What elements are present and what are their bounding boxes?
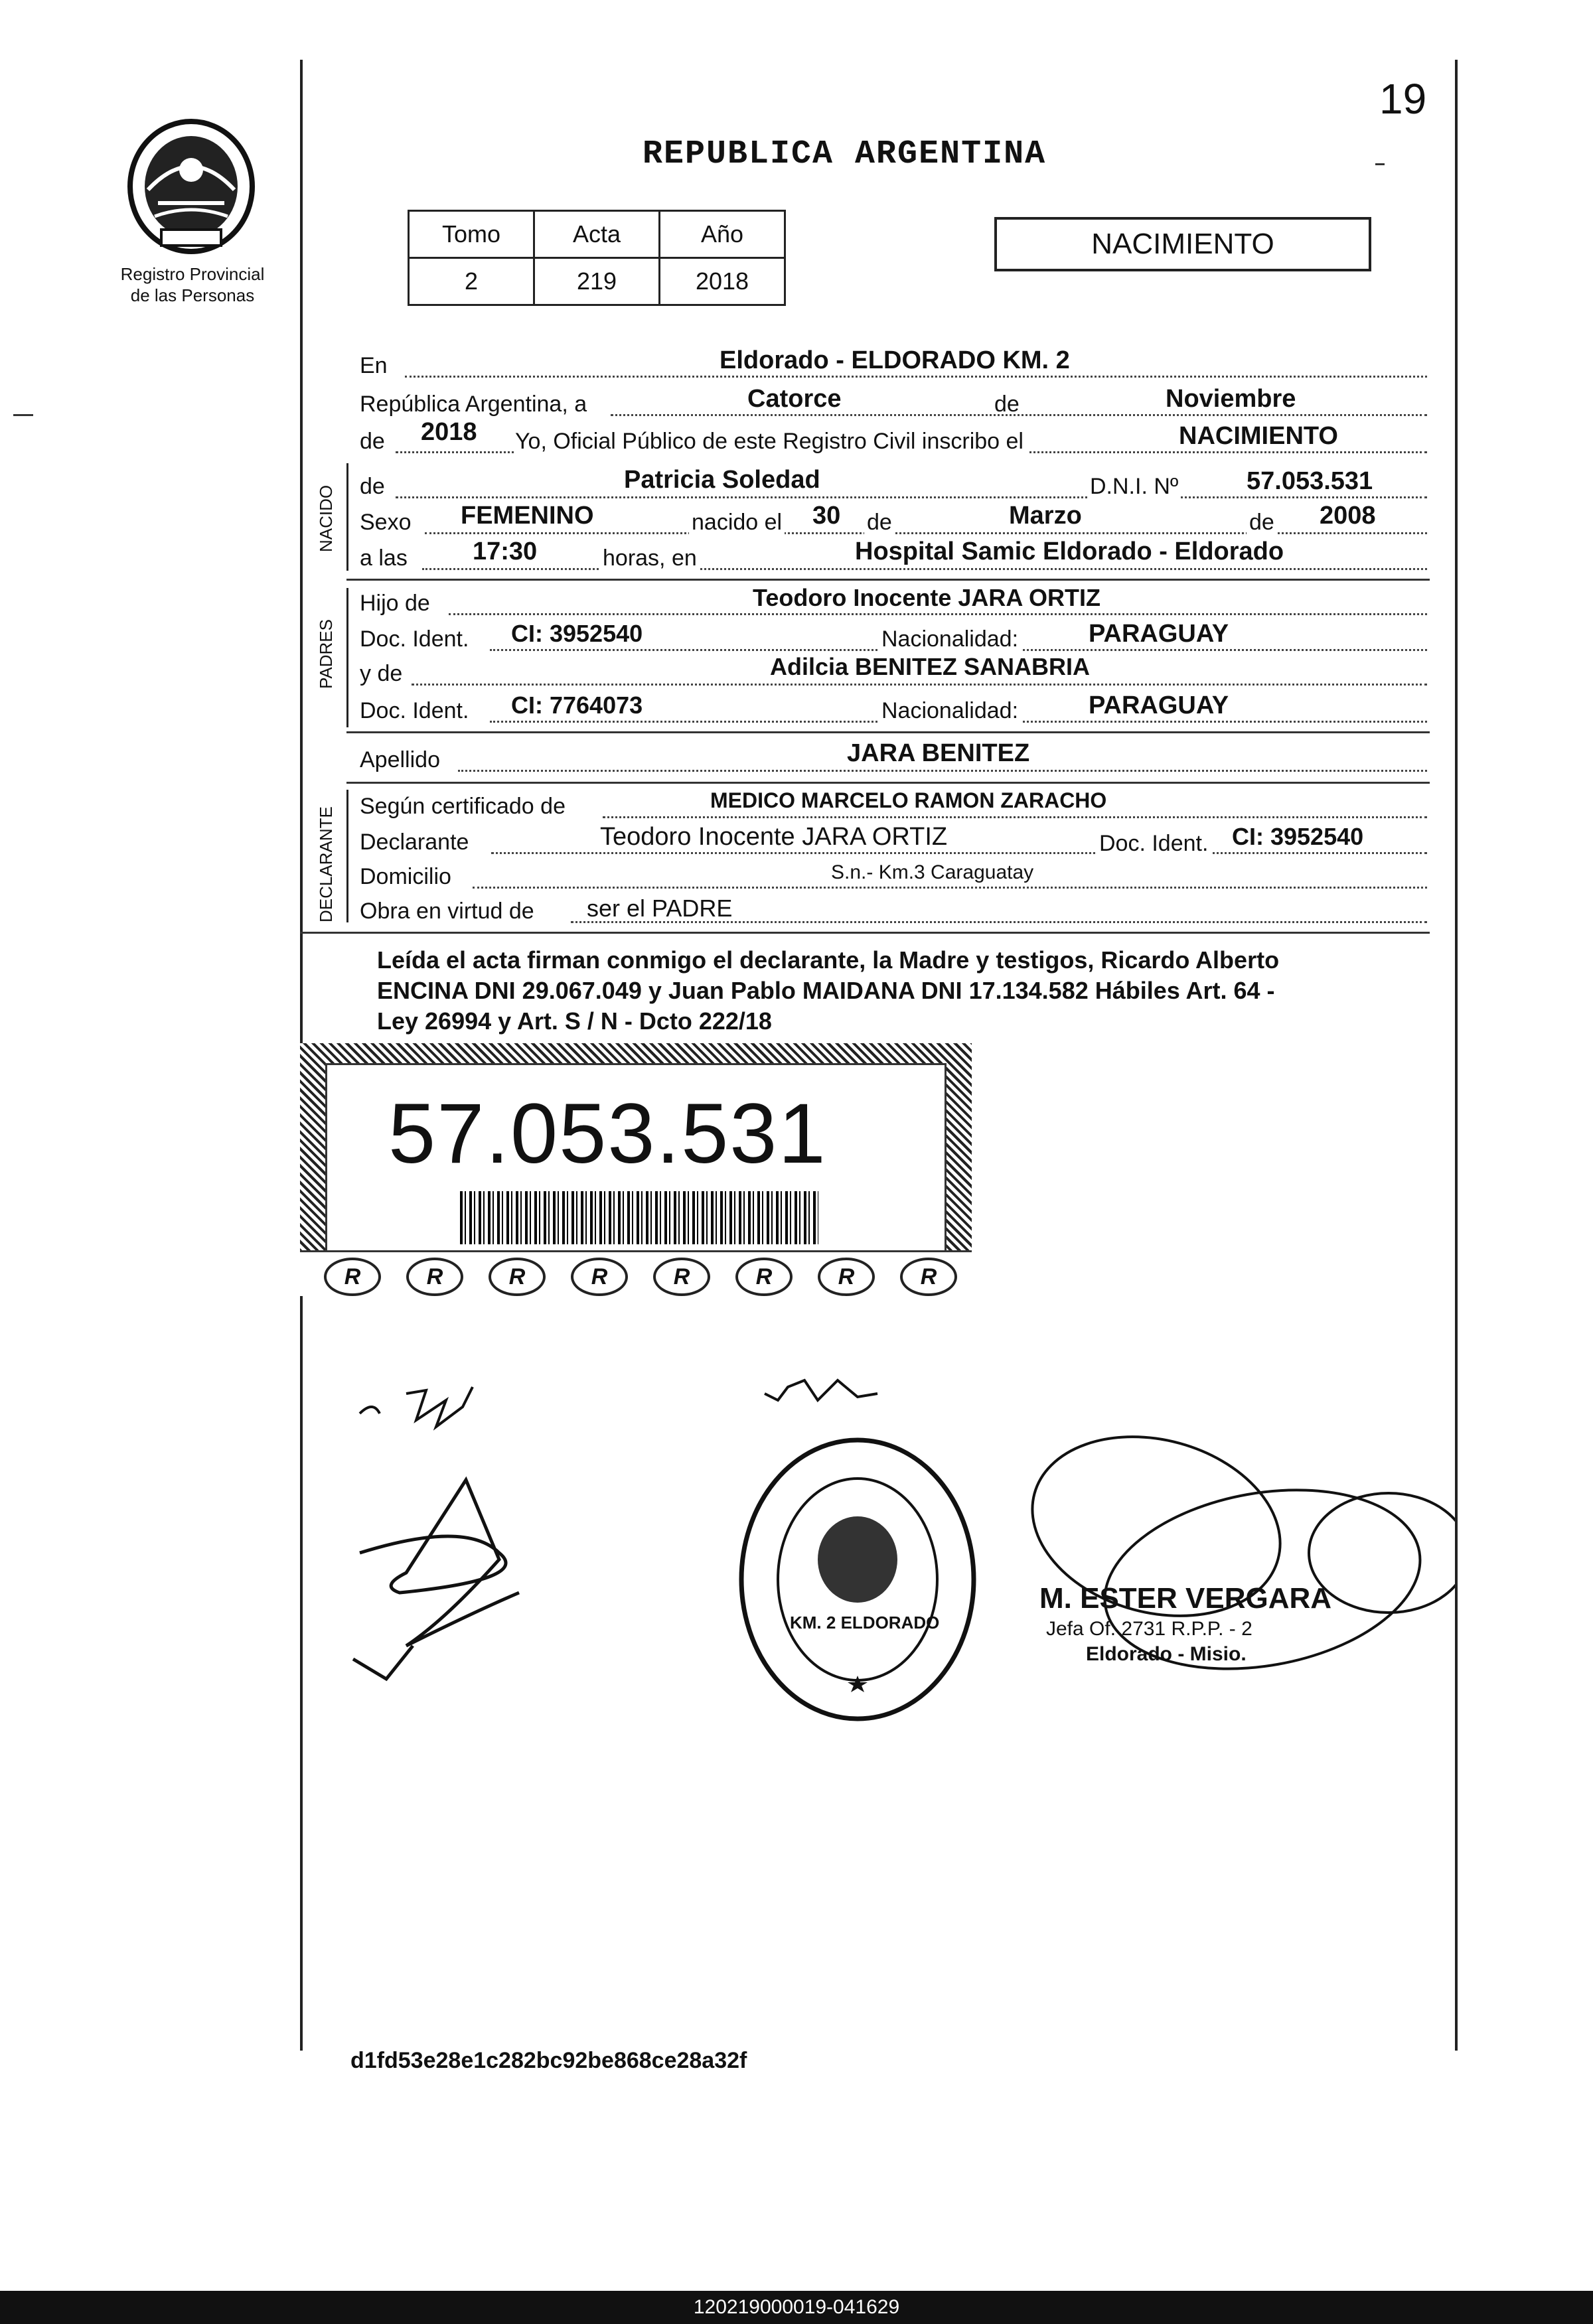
en-label: En — [360, 353, 388, 378]
nombre-value: Patricia Soledad — [624, 466, 820, 494]
leida-line3: Ley 26994 y Art. S / N - Dcto 222/18 — [377, 1007, 772, 1035]
padre-doc-label: Doc. Ident. — [360, 626, 469, 652]
footer-code: 120219000019-041629 — [0, 2291, 1593, 2324]
de-label: de — [994, 392, 1020, 417]
oficial-lugar: Eldorado - Misio. — [1086, 1643, 1247, 1665]
cert-label: Según certificado de — [360, 794, 566, 819]
madre-doc-label: Doc. Ident. — [360, 698, 469, 723]
oficial-cargo: Jefa Of. 2731 R.P.P. - 2 — [1046, 1618, 1252, 1640]
hijo-label: Hijo de — [360, 591, 430, 616]
value-acta: 219 — [534, 258, 660, 305]
lugar-value: Eldorado - ELDORADO KM. 2 — [720, 346, 1070, 374]
value-anio: 2018 — [660, 258, 785, 305]
dots — [396, 496, 1427, 498]
nacido-de2: de — [864, 510, 895, 536]
padre-value: Teodoro Inocente JARA ORTIZ — [753, 584, 1101, 611]
dots — [449, 613, 1427, 615]
security-pattern-row — [300, 1250, 972, 1296]
cert-value: MEDICO MARCELO RAMON ZARACHO — [710, 788, 1107, 812]
obra-label: Obra en virtud de — [360, 899, 534, 924]
madre-nac: PARAGUAY — [1089, 691, 1229, 719]
republica-label: República Argentina, a — [360, 392, 587, 417]
section-padres: PADRES — [316, 619, 336, 689]
nacido-mes: Marzo — [1009, 502, 1082, 530]
madre-nac-label: Nacionalidad: — [879, 698, 1021, 724]
provincial-logo — [118, 117, 264, 256]
r-mark: R — [324, 1258, 381, 1296]
leida-line1: Leída el acta firman conmigo el declarante, la Madre y testigos, Ricardo Alberto — [377, 946, 1280, 974]
hora-value: 17:30 — [473, 538, 538, 565]
nacido-anio: 2008 — [1320, 502, 1376, 530]
anio-value: 2018 — [421, 418, 477, 446]
hora-label: a las — [360, 545, 408, 571]
acta-table — [408, 210, 786, 306]
barcode-inner — [325, 1063, 947, 1254]
madre-value: Adilcia BENITEZ SANABRIA — [770, 653, 1091, 680]
nacido-de3: de — [1247, 510, 1277, 536]
section-bar — [346, 463, 348, 571]
dia-value: Catorce — [747, 385, 842, 413]
obra-value: ser el PADRE — [587, 895, 733, 922]
rule — [300, 932, 1430, 934]
apellido-value: JARA BENITEZ — [847, 739, 1030, 767]
r-mark: R — [735, 1258, 793, 1296]
sexo-value: FEMENINO — [461, 502, 594, 530]
mes-value: Noviembre — [1166, 385, 1296, 413]
yde-label: y de — [360, 661, 403, 686]
dots — [603, 816, 1427, 818]
document-hash: d1fd53e28e1c282bc92be868ce28a32f — [350, 2048, 747, 2073]
r-mark: R — [489, 1258, 546, 1296]
right-margin-line — [1455, 60, 1458, 2051]
sexo-label: Sexo — [360, 510, 412, 535]
dni-value: 57.053.531 — [1247, 467, 1373, 495]
r-mark: R — [406, 1258, 463, 1296]
decl-nombre: Teodoro Inocente JARA ORTIZ — [600, 823, 948, 851]
decl-doc-label: Doc. Ident. — [1097, 831, 1211, 857]
left-dash — [13, 414, 33, 416]
tipo-box: NACIMIENTO — [994, 217, 1371, 271]
signatures — [300, 1301, 1455, 1805]
dots — [491, 852, 1427, 854]
acto-value: NACIMIENTO — [1179, 422, 1338, 450]
dni-label: D.N.I. Nº — [1087, 474, 1181, 500]
section-declarante: DECLARANTE — [316, 806, 336, 922]
decl-doc: CI: 3952540 — [1232, 823, 1364, 850]
page-title: REPUBLICA ARGENTINA — [643, 135, 1047, 173]
de2-label: de — [360, 429, 385, 454]
dots — [405, 376, 1427, 378]
padre-nac-label: Nacionalidad: — [879, 626, 1021, 652]
leida-line2: ENCINA DNI 29.067.049 y Juan Pablo MAIDANA DNI 17.134.582 Hábiles Art. 64 - — [377, 977, 1275, 1004]
header-anio: Año — [660, 211, 785, 258]
logo-caption-1: Registro Provincial — [120, 264, 265, 284]
title-dash — [1375, 163, 1385, 165]
nacido-lugar: Hospital Samic Eldorado - Eldorado — [855, 538, 1284, 565]
rule — [346, 731, 1430, 733]
madre-doc: CI: 7764073 — [511, 691, 643, 719]
stamp-inner-text: KM. 2 ELDORADO — [790, 1613, 940, 1633]
logo-caption-2: de las Personas — [130, 285, 255, 305]
horas-label: horas, en — [600, 545, 700, 571]
dom-label: Domicilio — [360, 864, 451, 889]
nacido-el-label: nacido el — [689, 510, 785, 536]
rule — [346, 782, 1430, 784]
nacido-dia: 30 — [812, 502, 841, 530]
r-mark: R — [653, 1258, 710, 1296]
decl-label: Declarante — [360, 830, 469, 855]
oficial-nombre: M. ESTER VERGARA — [1039, 1582, 1332, 1615]
header-acta: Acta — [534, 211, 660, 258]
r-mark: R — [571, 1258, 628, 1296]
r-mark: R — [900, 1258, 957, 1296]
dni-big-number: 57.053.531 — [388, 1086, 827, 1181]
section-bar — [346, 790, 348, 922]
page-number: 19 — [1379, 75, 1427, 123]
header-tomo: Tomo — [409, 211, 534, 258]
dots — [422, 568, 1427, 570]
dots — [458, 770, 1427, 772]
dni-barcode-label — [300, 1043, 972, 1294]
apellido-label: Apellido — [360, 747, 440, 772]
dots — [473, 887, 1427, 889]
padre-doc: CI: 3952540 — [511, 620, 643, 647]
padre-nac: PARAGUAY — [1089, 620, 1229, 648]
domicilio-value: S.n.- Km.3 Caraguatay — [831, 861, 1034, 883]
nacido-de-label: de — [360, 474, 385, 499]
section-nacido: NACIDO — [316, 484, 336, 552]
rule — [346, 579, 1430, 581]
yo-text: Yo, Oficial Público de este Registro Civil inscribo el — [515, 429, 1027, 455]
barcode-bars — [460, 1191, 818, 1244]
section-bar — [346, 588, 348, 727]
value-tomo: 2 — [409, 258, 534, 305]
dots — [412, 684, 1427, 686]
r-mark: R — [818, 1258, 875, 1296]
